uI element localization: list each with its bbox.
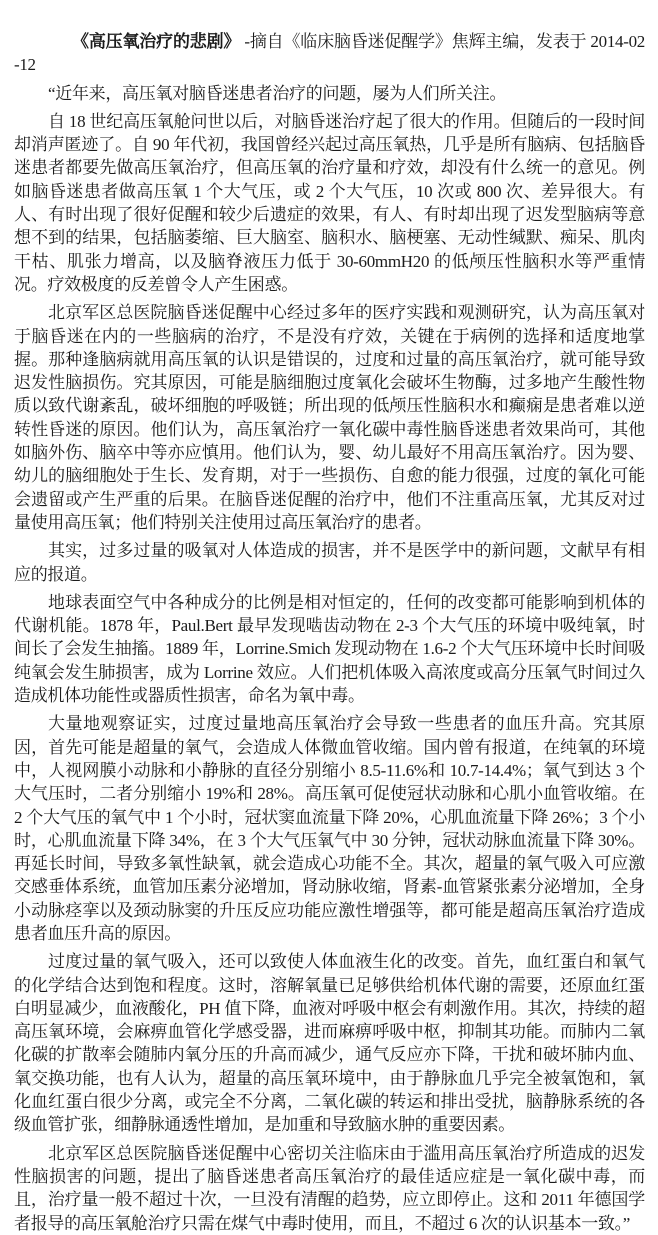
paragraph-blood-biochemistry: 过度过量的氧气吸入，还可以致使人体血液生化的改变。首先，血红蛋白和氧气的化学结合达到饱和程度。这时，溶解氧量已足够供给机体代谢的需要，还原血红蛋白明显减少，血液酸化，PH 值下降，血液对呼吸中枢会有刺激作用。其次，持续的超高压氧环境，会麻痹血管化学感受器，进而麻痹呼吸中枢，抑制其功能。而肺内二氧化碳的扩散率会随肺内氧分压的升高而减少，通气反应亦下降，干扰和破坏肺内血、氧交换功能，也有人认为，超量的高压氧环境中，由于静脉血几乎完全被氧饱和，氧化血红蛋白很少分离，或完全不分离，二氧化碳的转运和排出受扰，脑静脉系统的各级血管扩张，细静脉通透性增加，是加重和导致脑水肿的重要因素。 bbox=[14, 952, 645, 1135]
paragraph-history: 自 18 世纪高压氧舱问世以后，对脑昏迷治疗起了很大的作用。但随后的一段时间却消声匿迹了。自 90 年代初，我国曾经兴起过高压氧热，几乎是所有脑病、包括脑昏迷患者都要先做高压氧治疗，但高压氧的治疗量和疗效，却没有什么统一的意见。例如脑昏迷患者做高压氧 1 个大气压，或 2 个大气压，10 次或 800 次、差异很大。有人、有时出现了很好促醒和较少后遗症的效果，有人、有时却出现了迟发型脑病等意想不到的结果，包括脑萎缩、巨大脑室、脑积水、脑梗塞、无动性缄默、痴呆、肌肉干枯、肌张力增高，以及脑脊液压力低于 30-60mmH20 的低颅压性脑积水等严重情况。疗效极度的反差曾令人产生困惑。 bbox=[14, 111, 645, 294]
paragraph-oxygen-toxicity: 地球表面空气中各种成分的比例是相对恒定的，任何的改变都可能影响到机体的代谢机能。1878 年，Paul.Bert 最早发现啮齿动物在 2-3 个大气压的环境中吸纯氧，时间长了会发生抽搐。1889 年，Lorrine.Smich 发现动物在 1.6-2 个大气压环境中长时间吸纯氧会发生肺损害，成为 Lorrine 效应。人们把机体吸入高浓度或高分压氧气时间过久造成机体功能性或器质性损害，命名为氧中毒。 bbox=[14, 592, 645, 706]
title-source: -摘自《临床脑昏迷促醒学》焦辉主编，发表于 2014-02-12 bbox=[14, 32, 645, 75]
paragraph-blood-pressure: 大量地观察证实，过度过量地高压氧治疗会导致一些患者的血压升高。究其原因，首先可能是超量的氧气，会造成人体微血管收缩。国内曾有报道，在纯氧的环境中，人视网膜小动脉和小静脉的直径分别缩小 8.5-11.6%和 10.7-14.4%；氧气到达 3 个大气压时，二者分别缩小 19%和 28%。高压氧可促使冠状动脉和心肌小血管收缩。在 2 个大气压的氧气中 1 个小时，冠状窦血流量下降 20%，心肌血流量下降 26%；3 个小时，心肌血流量下降 34%，在 3 个大气压氧气中 30 分钟，冠状动脉血流量下降 30%。再延长时间，导致多氧性缺氧，就会造成心功能不全。其次，超量的氧气吸入可应激交感垂体系统，血管加压素分泌增加，肾动脉收缩，肾素-血管紧张素分泌增加，全身小动脉痉挛以及颈动脉窦的升压反应功能应激性增强等，都可能是超高压氧治疗造成患者血压升高的原因。 bbox=[14, 714, 645, 943]
paragraph-hospital-research: 北京军区总医院脑昏迷促醒中心经过多年的医疗实践和观测研究，认为高压氧对于脑昏迷在内的一些脑病的治疗，不是没有疗效，关键在于病例的选择和适度地掌握。那种逢脑病就用高压氧的认识是错误的，过度和过量的高压氧治疗，就可能导致迟发性脑损伤。究其原因，可能是脑细胞过度氧化会破坏生物酶，过多地产生酸性物质以致代谢紊乱，破坏细胞的呼吸链；所出现的低颅压性脑积水和癫痫是患者难以逆转性昏迷的原因。他们认为，高压氧治疗一氧化碳中毒性脑昏迷患者效果尚可，其他如脑外伤、脑卒中等亦应慎用。他们认为，婴、幼儿最好不用高压氧治疗。因为婴、幼儿的脑细胞处于生长、发育期，对于一些损伤、自愈的能力很强，过度的氧化可能会遗留或产生严重的后果。在脑昏迷促醒的治疗中，他们不注重高压氧，尤其反对过量使用高压氧；他们特别关注使用过高压氧治疗的患者。 bbox=[14, 303, 645, 532]
paragraph-not-new-problem: 其实，过多过量的吸氧对人体造成的损害，并不是医学中的新问题，文献早有相应的报道。 bbox=[14, 541, 645, 584]
paragraph-intro: “近年来，高压氧对脑昏迷患者治疗的问题，屡为人们所关注。 bbox=[48, 83, 507, 103]
document-title bbox=[14, 30, 645, 77]
paragraph-conclusion: 北京军区总医院脑昏迷促醒中心密切关注临床由于滥用高压氧治疗所造成的迟发性脑损害的问题，提出了脑昏迷患者高压氧治疗的最佳适应症是一氧化碳中毒，而且，治疗量一般不超过十次，一旦没有清醒的趋势，应立即停止。这和 2011 年德国学者报导的高压氧舱治疗只需在煤气中毒时使用，而且，不超过 6 次的认识基本一致。” bbox=[14, 1143, 645, 1233]
title-text: 《高压氧治疗的悲剧》 bbox=[72, 32, 241, 51]
